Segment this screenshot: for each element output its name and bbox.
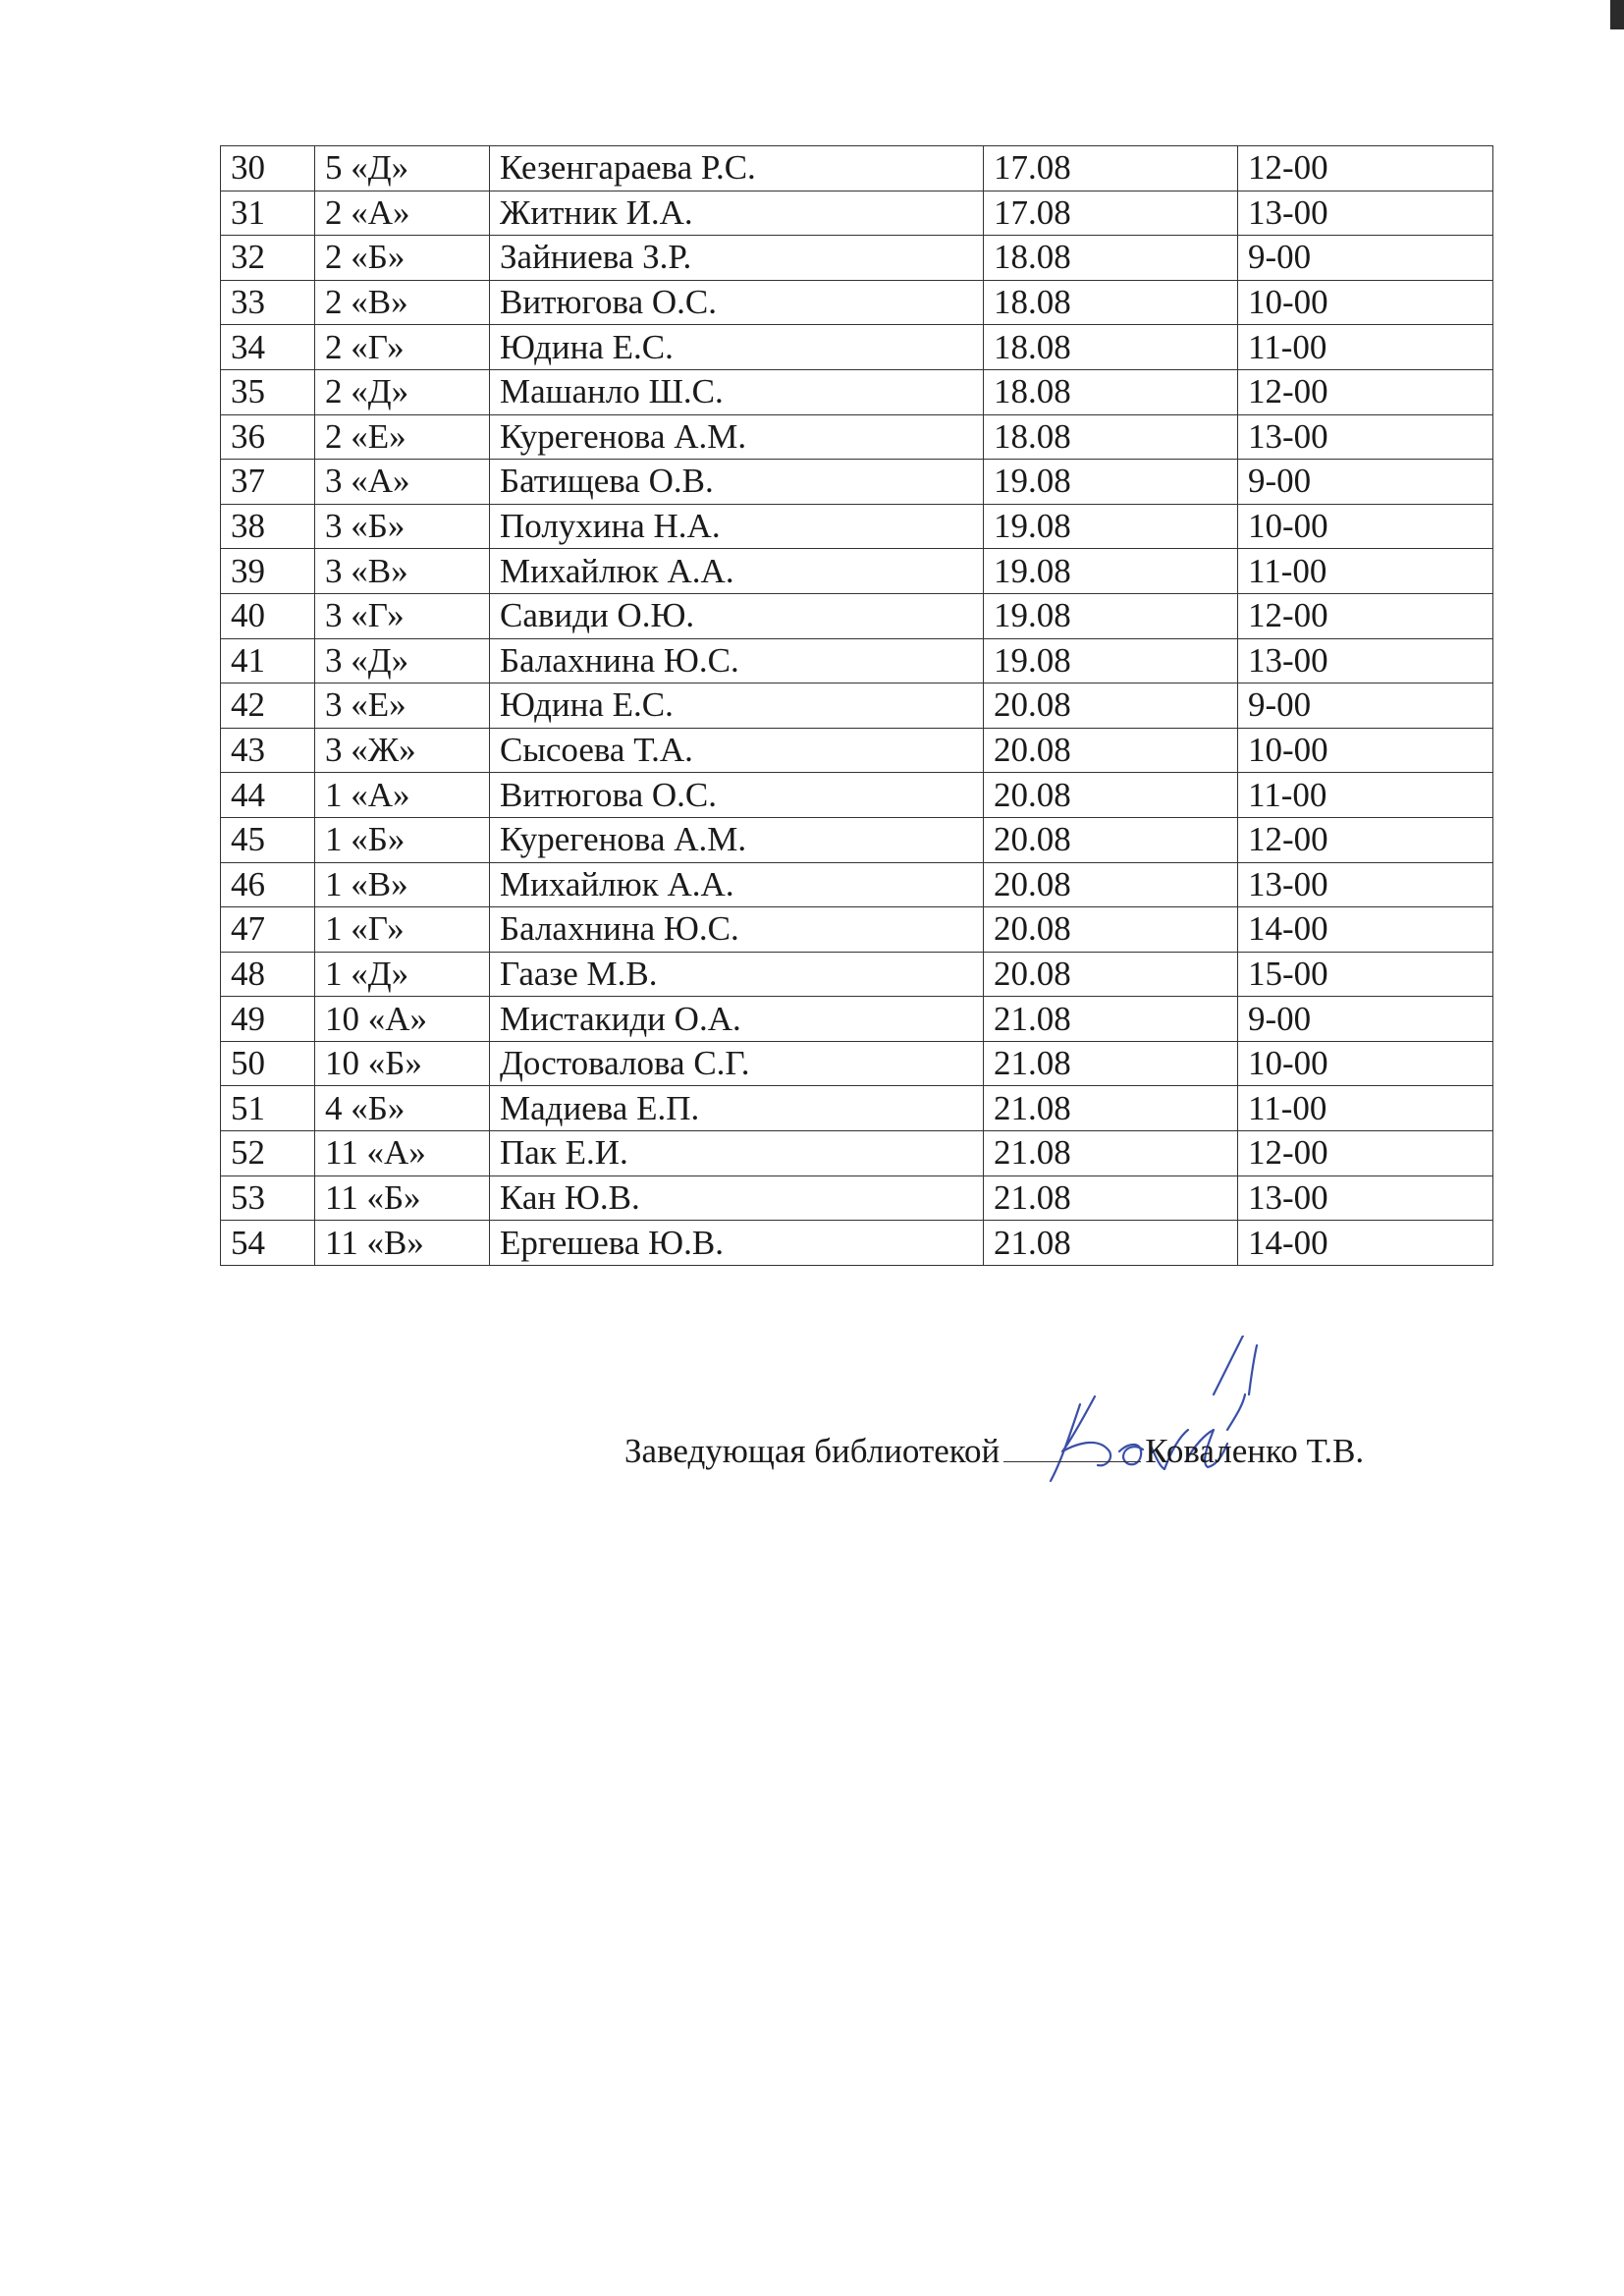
row-number-cell: 38 bbox=[221, 504, 315, 549]
row-number-cell: 50 bbox=[221, 1041, 315, 1086]
class-cell: 1 «Г» bbox=[315, 907, 490, 953]
table-row bbox=[221, 191, 1493, 236]
teacher-cell: Зайниева З.Р. bbox=[490, 236, 984, 281]
date-cell: 20.08 bbox=[984, 862, 1238, 907]
time-cell: 10-00 bbox=[1238, 504, 1493, 549]
table-row bbox=[221, 907, 1493, 953]
teacher-cell: Юдина Е.С. bbox=[490, 325, 984, 370]
table-row bbox=[221, 504, 1493, 549]
class-cell: 3 «Ж» bbox=[315, 728, 490, 773]
time-cell: 13-00 bbox=[1238, 638, 1493, 683]
table-row bbox=[221, 1041, 1493, 1086]
teacher-cell: Гаазе М.В. bbox=[490, 952, 984, 997]
time-cell: 13-00 bbox=[1238, 191, 1493, 236]
teacher-cell: Полухина Н.А. bbox=[490, 504, 984, 549]
time-cell: 10-00 bbox=[1238, 1041, 1493, 1086]
time-cell: 14-00 bbox=[1238, 907, 1493, 953]
class-cell: 3 «А» bbox=[315, 460, 490, 505]
date-cell: 20.08 bbox=[984, 728, 1238, 773]
table-row bbox=[221, 1086, 1493, 1131]
table-row bbox=[221, 1175, 1493, 1221]
time-cell: 12-00 bbox=[1238, 146, 1493, 191]
date-cell: 19.08 bbox=[984, 504, 1238, 549]
table-row bbox=[221, 773, 1493, 818]
schedule-table-body bbox=[221, 146, 1493, 1266]
teacher-cell: Ергешева Ю.В. bbox=[490, 1221, 984, 1266]
teacher-cell: Машанло Ш.С. bbox=[490, 369, 984, 414]
table-row bbox=[221, 369, 1493, 414]
signature-blank bbox=[1003, 1426, 1141, 1462]
time-cell: 9-00 bbox=[1238, 236, 1493, 281]
table-row bbox=[221, 460, 1493, 505]
time-cell: 10-00 bbox=[1238, 280, 1493, 325]
class-cell: 2 «Е» bbox=[315, 414, 490, 460]
class-cell: 2 «Г» bbox=[315, 325, 490, 370]
date-cell: 18.08 bbox=[984, 325, 1238, 370]
class-cell: 1 «В» bbox=[315, 862, 490, 907]
time-cell: 13-00 bbox=[1238, 1175, 1493, 1221]
row-number-cell: 54 bbox=[221, 1221, 315, 1266]
row-number-cell: 31 bbox=[221, 191, 315, 236]
date-cell: 17.08 bbox=[984, 191, 1238, 236]
row-number-cell: 47 bbox=[221, 907, 315, 953]
teacher-cell: Балахнина Ю.С. bbox=[490, 638, 984, 683]
class-cell: 4 «Б» bbox=[315, 1086, 490, 1131]
teacher-cell: Кезенгараева Р.С. bbox=[490, 146, 984, 191]
class-cell: 1 «Б» bbox=[315, 817, 490, 862]
table-row bbox=[221, 817, 1493, 862]
date-cell: 21.08 bbox=[984, 1221, 1238, 1266]
row-number-cell: 32 bbox=[221, 236, 315, 281]
date-cell: 21.08 bbox=[984, 997, 1238, 1042]
row-number-cell: 43 bbox=[221, 728, 315, 773]
teacher-cell: Витюгова О.С. bbox=[490, 280, 984, 325]
date-cell: 19.08 bbox=[984, 549, 1238, 594]
time-cell: 12-00 bbox=[1238, 1131, 1493, 1176]
class-cell: 2 «В» bbox=[315, 280, 490, 325]
row-number-cell: 34 bbox=[221, 325, 315, 370]
row-number-cell: 46 bbox=[221, 862, 315, 907]
time-cell: 15-00 bbox=[1238, 952, 1493, 997]
date-cell: 18.08 bbox=[984, 414, 1238, 460]
date-cell: 18.08 bbox=[984, 236, 1238, 281]
table-row bbox=[221, 862, 1493, 907]
teacher-cell: Батищева О.В. bbox=[490, 460, 984, 505]
class-cell: 2 «Д» bbox=[315, 369, 490, 414]
table-row bbox=[221, 683, 1493, 729]
table-row bbox=[221, 1131, 1493, 1176]
class-cell: 10 «Б» bbox=[315, 1041, 490, 1086]
time-cell: 9-00 bbox=[1238, 683, 1493, 729]
signature-position: Заведующая библиотекой bbox=[624, 1432, 1001, 1470]
time-cell: 9-00 bbox=[1238, 997, 1493, 1042]
teacher-cell: Балахнина Ю.С. bbox=[490, 907, 984, 953]
teacher-cell: Курегенова А.М. bbox=[490, 414, 984, 460]
date-cell: 21.08 bbox=[984, 1175, 1238, 1221]
class-cell: 11 «В» bbox=[315, 1221, 490, 1266]
time-cell: 14-00 bbox=[1238, 1221, 1493, 1266]
time-cell: 9-00 bbox=[1238, 460, 1493, 505]
date-cell: 20.08 bbox=[984, 817, 1238, 862]
teacher-cell: Кан Ю.В. bbox=[490, 1175, 984, 1221]
class-cell: 1 «А» bbox=[315, 773, 490, 818]
teacher-cell: Михайлюк А.А. bbox=[490, 549, 984, 594]
date-cell: 21.08 bbox=[984, 1086, 1238, 1131]
teacher-cell: Михайлюк А.А. bbox=[490, 862, 984, 907]
row-number-cell: 35 bbox=[221, 369, 315, 414]
class-cell: 2 «Б» bbox=[315, 236, 490, 281]
time-cell: 11-00 bbox=[1238, 773, 1493, 818]
row-number-cell: 39 bbox=[221, 549, 315, 594]
time-cell: 13-00 bbox=[1238, 862, 1493, 907]
teacher-cell: Савиди О.Ю. bbox=[490, 593, 984, 638]
row-number-cell: 52 bbox=[221, 1131, 315, 1176]
time-cell: 12-00 bbox=[1238, 369, 1493, 414]
date-cell: 20.08 bbox=[984, 683, 1238, 729]
date-cell: 18.08 bbox=[984, 280, 1238, 325]
teacher-cell: Мадиева Е.П. bbox=[490, 1086, 984, 1131]
class-cell: 2 «А» bbox=[315, 191, 490, 236]
class-cell: 3 «В» bbox=[315, 549, 490, 594]
table-row bbox=[221, 638, 1493, 683]
class-cell: 1 «Д» bbox=[315, 952, 490, 997]
teacher-cell: Юдина Е.С. bbox=[490, 683, 984, 729]
row-number-cell: 42 bbox=[221, 683, 315, 729]
table-row bbox=[221, 325, 1493, 370]
time-cell: 11-00 bbox=[1238, 1086, 1493, 1131]
table-row bbox=[221, 146, 1493, 191]
class-cell: 3 «Б» bbox=[315, 504, 490, 549]
teacher-cell: Достовалова С.Г. bbox=[490, 1041, 984, 1086]
date-cell: 20.08 bbox=[984, 952, 1238, 997]
time-cell: 11-00 bbox=[1238, 549, 1493, 594]
date-cell: 19.08 bbox=[984, 460, 1238, 505]
teacher-cell: Витюгова О.С. bbox=[490, 773, 984, 818]
date-cell: 19.08 bbox=[984, 638, 1238, 683]
class-cell: 3 «Д» bbox=[315, 638, 490, 683]
date-cell: 20.08 bbox=[984, 907, 1238, 953]
table-row bbox=[221, 728, 1493, 773]
scan-edge-mark bbox=[1610, 0, 1624, 29]
class-cell: 3 «Е» bbox=[315, 683, 490, 729]
date-cell: 20.08 bbox=[984, 773, 1238, 818]
time-cell: 12-00 bbox=[1238, 593, 1493, 638]
date-cell: 17.08 bbox=[984, 146, 1238, 191]
class-cell: 11 «Б» bbox=[315, 1175, 490, 1221]
teacher-cell: Житник И.А. bbox=[490, 191, 984, 236]
row-number-cell: 53 bbox=[221, 1175, 315, 1221]
row-number-cell: 49 bbox=[221, 997, 315, 1042]
class-cell: 10 «А» bbox=[315, 997, 490, 1042]
time-cell: 13-00 bbox=[1238, 414, 1493, 460]
teacher-cell: Сысоева Т.А. bbox=[490, 728, 984, 773]
table-row bbox=[221, 280, 1493, 325]
row-number-cell: 36 bbox=[221, 414, 315, 460]
row-number-cell: 41 bbox=[221, 638, 315, 683]
class-cell: 3 «Г» bbox=[315, 593, 490, 638]
time-cell: 10-00 bbox=[1238, 728, 1493, 773]
signature-line bbox=[624, 1422, 1508, 1481]
row-number-cell: 45 bbox=[221, 817, 315, 862]
table-row bbox=[221, 549, 1493, 594]
teacher-cell: Курегенова А.М. bbox=[490, 817, 984, 862]
row-number-cell: 48 bbox=[221, 952, 315, 997]
teacher-cell: Пак Е.И. bbox=[490, 1131, 984, 1176]
row-number-cell: 44 bbox=[221, 773, 315, 818]
row-number-cell: 40 bbox=[221, 593, 315, 638]
class-cell: 5 «Д» bbox=[315, 146, 490, 191]
schedule-table bbox=[220, 145, 1493, 1266]
date-cell: 21.08 bbox=[984, 1041, 1238, 1086]
table-row bbox=[221, 997, 1493, 1042]
table-row bbox=[221, 414, 1493, 460]
table-row bbox=[221, 593, 1493, 638]
row-number-cell: 37 bbox=[221, 460, 315, 505]
row-number-cell: 30 bbox=[221, 146, 315, 191]
time-cell: 11-00 bbox=[1238, 325, 1493, 370]
date-cell: 21.08 bbox=[984, 1131, 1238, 1176]
table-row bbox=[221, 1221, 1493, 1266]
table-row bbox=[221, 236, 1493, 281]
class-cell: 11 «А» bbox=[315, 1131, 490, 1176]
table-row bbox=[221, 952, 1493, 997]
time-cell: 12-00 bbox=[1238, 817, 1493, 862]
date-cell: 19.08 bbox=[984, 593, 1238, 638]
teacher-cell: Мистакиди О.А. bbox=[490, 997, 984, 1042]
row-number-cell: 33 bbox=[221, 280, 315, 325]
row-number-cell: 51 bbox=[221, 1086, 315, 1131]
signature-name: Коваленко Т.В. bbox=[1145, 1432, 1365, 1470]
date-cell: 18.08 bbox=[984, 369, 1238, 414]
